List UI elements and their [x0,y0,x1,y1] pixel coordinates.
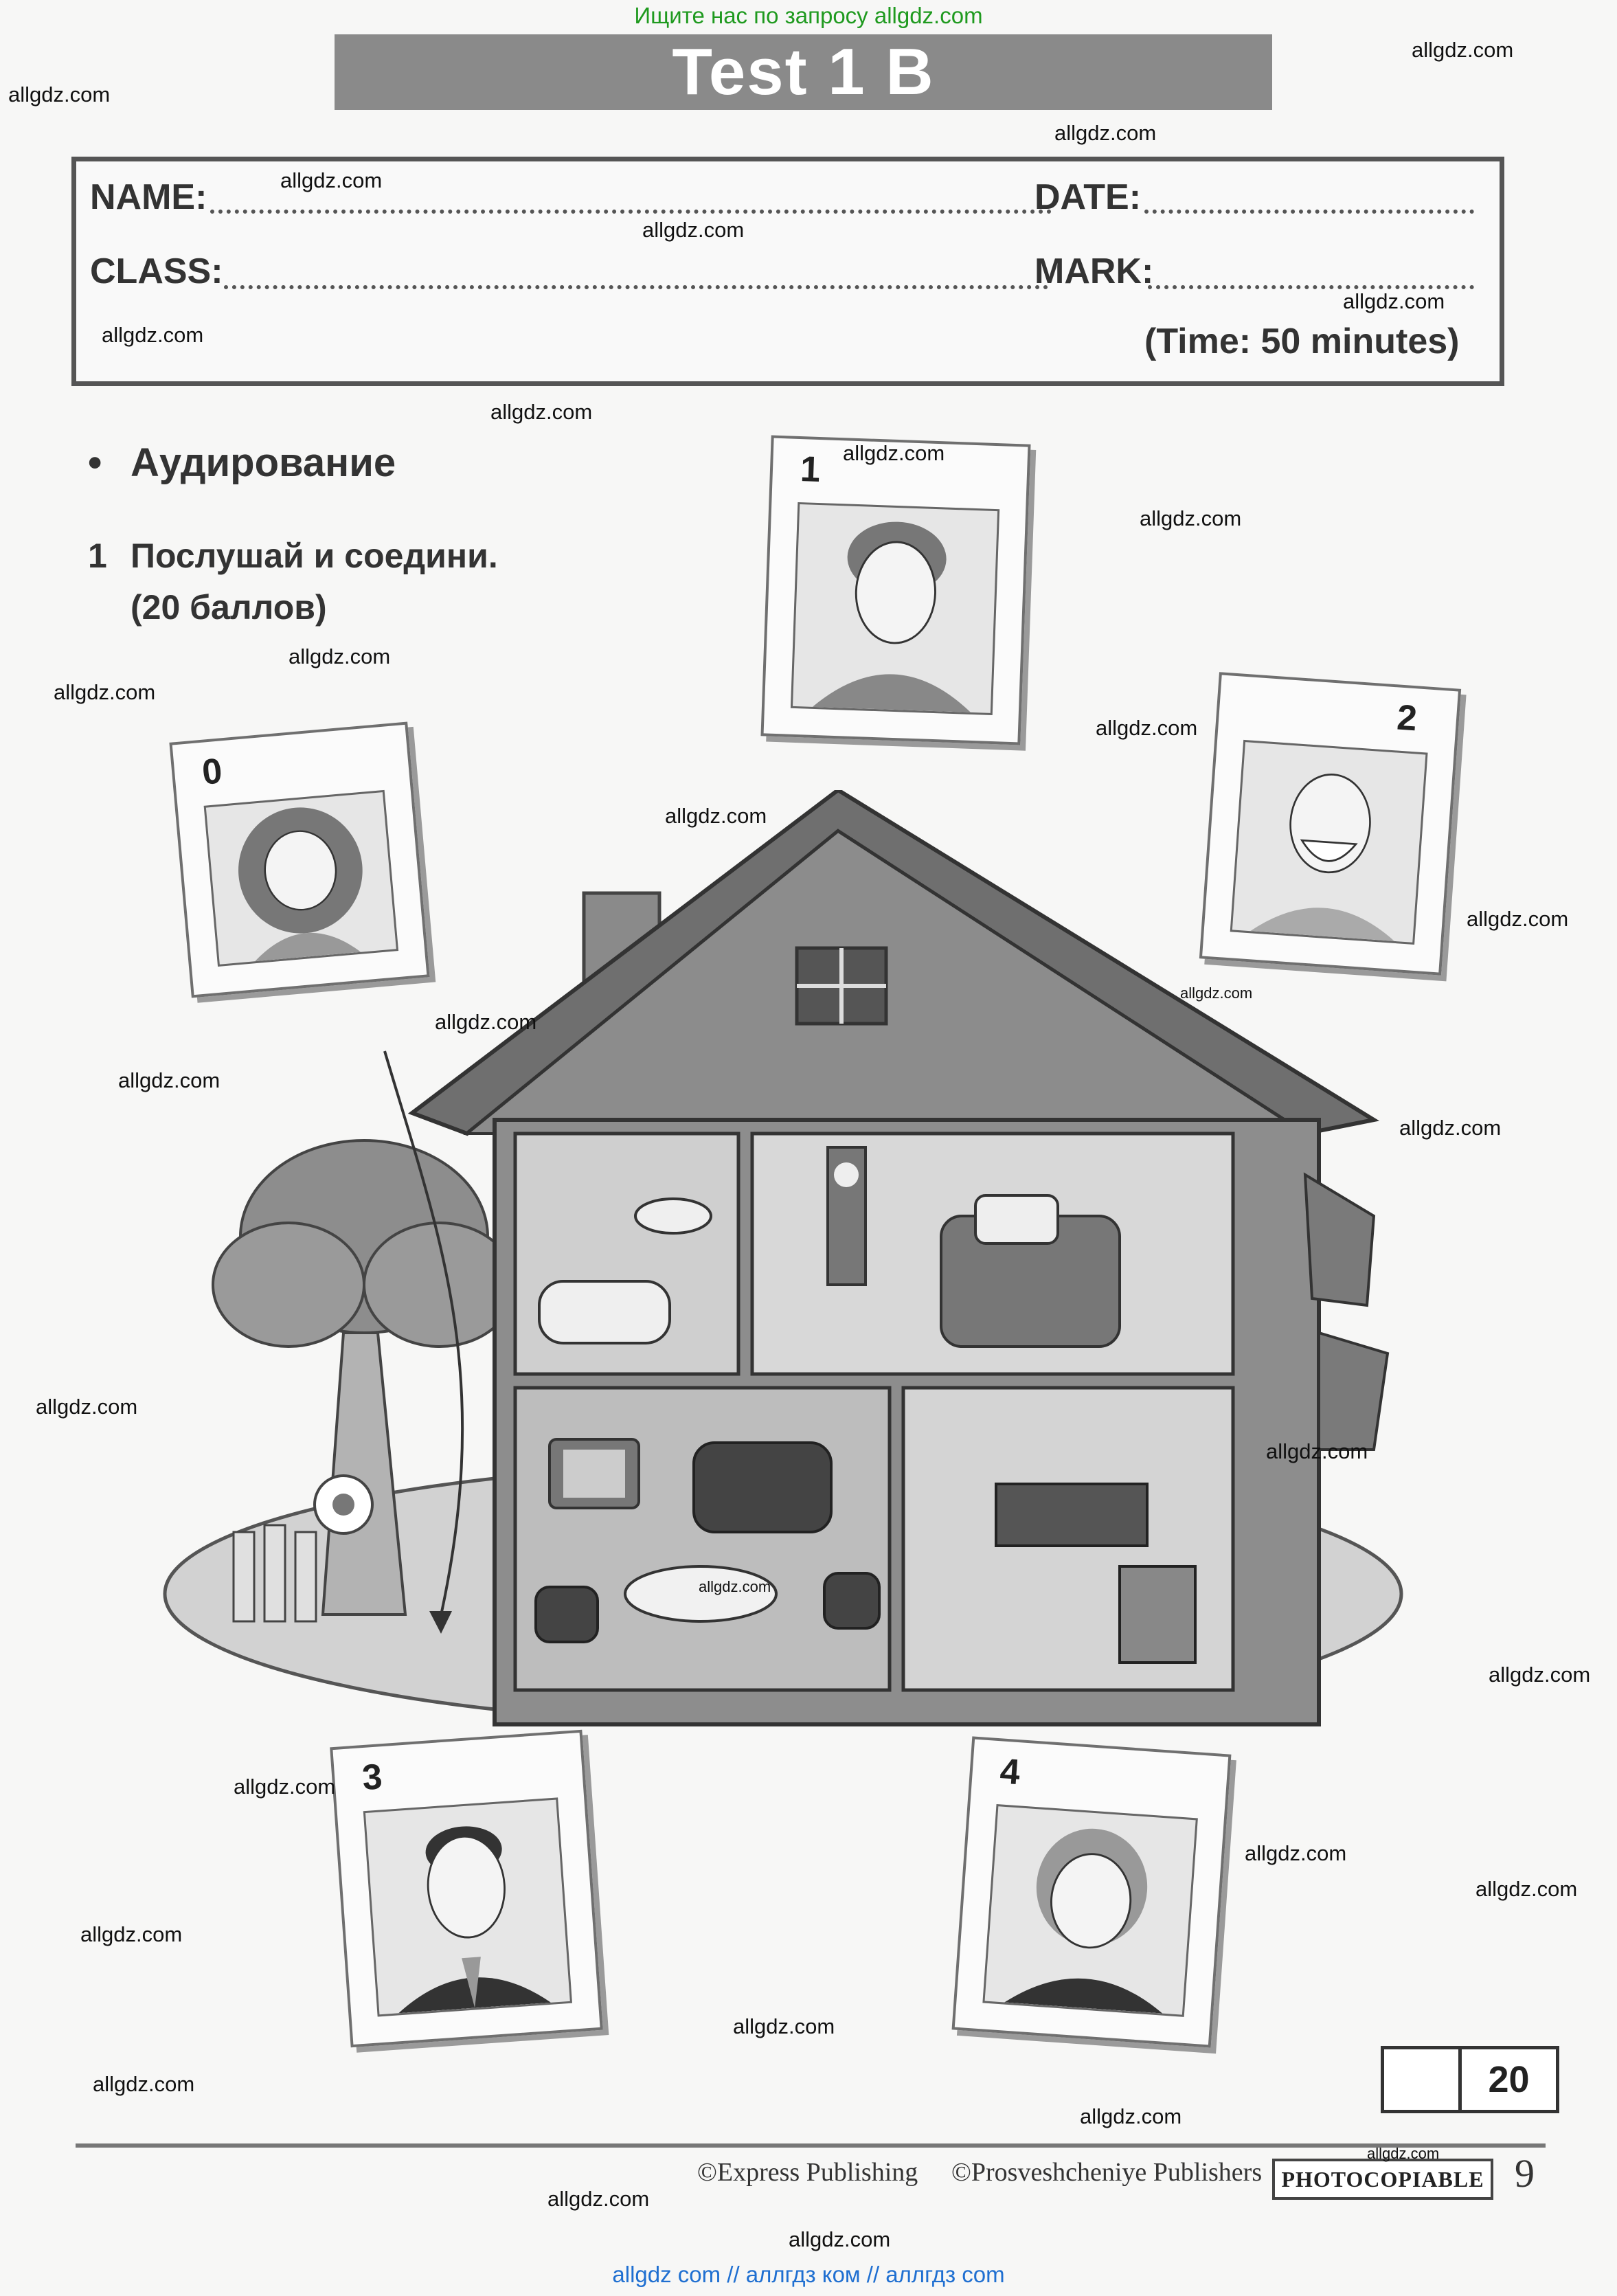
watermark: allgdz.com [1140,506,1242,530]
score-max: 20 [1488,2059,1530,2100]
top-banner: Ищите нас по запросу allgdz.com [634,3,983,28]
watermark: allgdz.com [733,2014,835,2038]
watermark: allgdz.com [789,2227,891,2251]
watermark: allgdz.com [1412,38,1514,62]
watermark: allgdz.com [547,2187,650,2211]
photo-1[interactable] [760,436,1030,745]
attic-window-icon [797,948,886,1024]
class-label: CLASS: [90,251,223,291]
section-bullet: • [88,440,102,485]
watermark: allgdz.com [1266,1439,1368,1463]
watermark: allgdz.com [36,1395,138,1419]
task-number: 1 [88,537,107,575]
old-man-portrait-icon [1230,740,1428,945]
girl-portrait-icon [204,790,398,967]
name-field[interactable] [210,210,1052,214]
watermark: allgdz.com [642,218,745,242]
publisher-express: ©Express Publishing [697,2158,918,2187]
bed-icon [941,1195,1120,1347]
time-limit: (Time: 50 minutes) [1144,322,1460,361]
photo-4[interactable] [952,1736,1232,2047]
photo-2[interactable] [1199,672,1461,976]
bathtub-icon [539,1281,670,1343]
watermark: allgdz.com [1096,716,1198,740]
watermark: allgdz.com [1489,1663,1591,1687]
watermark: allgdz.com [435,1010,537,1034]
watermark: allgdz.com [843,441,945,465]
photo-number: 3 [361,1757,384,1799]
score-input-cell[interactable] [1384,2049,1462,2110]
test-title: Test 1 B [335,34,1272,110]
section-heading: Аудирование [131,440,396,485]
watermark: allgdz.com [699,1578,771,1595]
class-field[interactable] [224,285,1048,289]
watermark: allgdz.com [1467,907,1569,931]
photo-0[interactable] [169,722,429,998]
publisher-prosveshcheniye: ©Prosveshcheniye Publishers [951,2158,1263,2187]
watermark: allgdz.com [80,1922,183,1946]
watermark: allgdz.com [8,82,111,106]
photocopiable-badge: PHOTOCOPIABLE [1272,2159,1493,2200]
man-portrait-icon [363,1797,572,2016]
watermark: allgdz.com [1343,289,1445,313]
watermark: allgdz.com [289,644,391,668]
stove-icon [1120,1566,1195,1663]
watermark: allgdz.com [1080,2104,1182,2128]
sofa-icon [694,1443,831,1532]
photo-number: 0 [200,751,224,793]
bottom-banner: allgdz com // аллгдз ком // аллгдз com [612,2262,1005,2287]
footer-rule [76,2143,1546,2148]
name-label: NAME: [90,177,207,217]
watermark: allgdz.com [1245,1841,1347,1865]
woman-portrait-icon [791,502,999,715]
photo-number: 2 [1395,697,1418,739]
clock-icon [828,1147,866,1285]
watermark: allgdz.com [102,323,204,347]
watermark: allgdz.com [490,400,593,424]
photo-number: 1 [800,449,821,491]
watermark: allgdz.com [118,1068,220,1092]
tv-icon [550,1439,639,1508]
watermark: allgdz.com [1180,984,1253,1002]
watermark: allgdz.com [54,680,156,704]
photo-3[interactable] [330,1730,603,2048]
watermark: allgdz.com [1475,1877,1578,1901]
flower-icon [315,1476,372,1533]
sink-icon [635,1199,711,1233]
task-instruction: Послушай и соедини. [131,537,498,575]
watermark: allgdz.com [665,804,767,828]
page-number: 9 [1515,2151,1535,2196]
mark-label: MARK: [1034,251,1154,291]
score-box [1381,2046,1559,2113]
photo-number: 4 [998,1751,1021,1793]
watermark: allgdz.com [1054,121,1157,145]
date-label: DATE: [1034,177,1142,217]
watermark: allgdz.com [1399,1116,1502,1140]
living-room [515,1388,890,1690]
watermark: allgdz.com [234,1775,336,1799]
watermark: allgdz.com [280,168,383,192]
date-field[interactable] [1144,210,1474,214]
watermark: allgdz.com [93,2072,195,2096]
task-points: (20 баллов) [131,588,327,627]
watermark: allgdz.com [1367,2145,1440,2162]
kitchen-table-icon [996,1484,1147,1546]
grandmother-portrait-icon [982,1804,1198,2017]
